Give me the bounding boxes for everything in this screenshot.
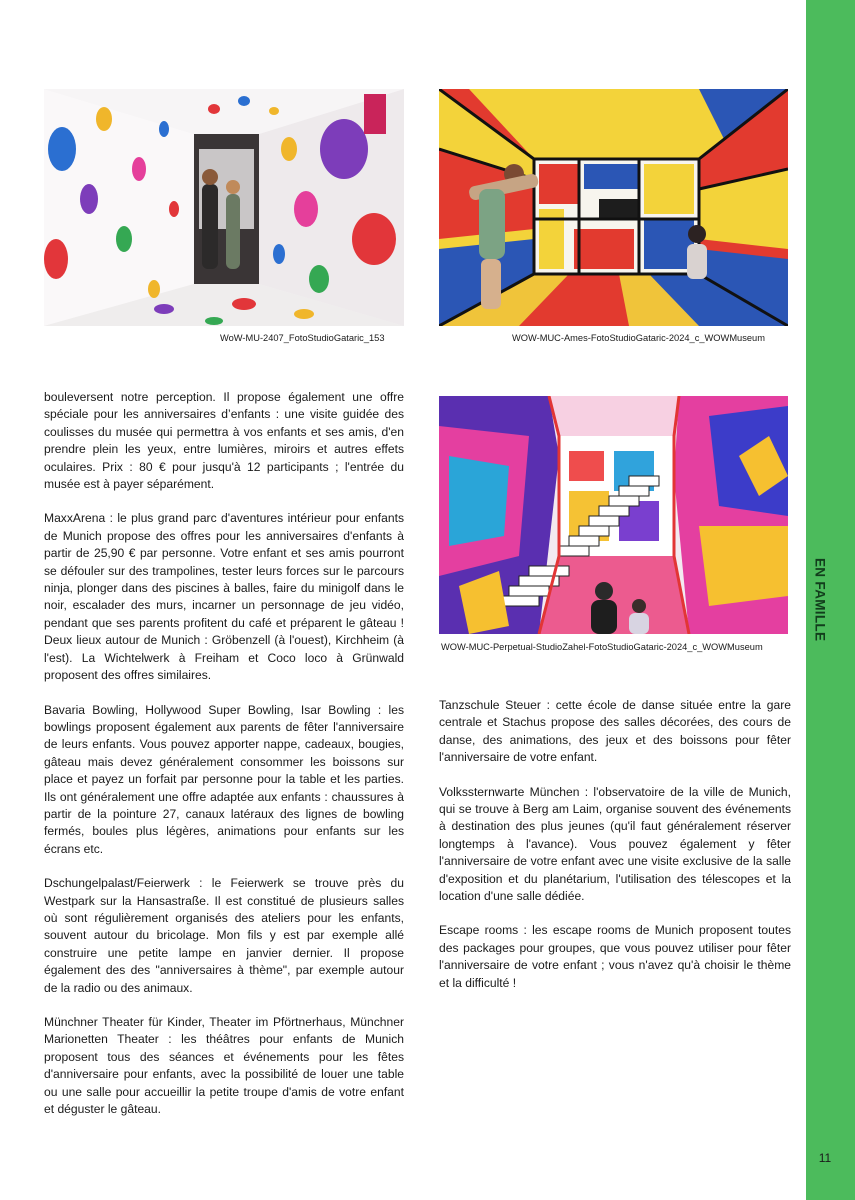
article-paragraph: Bavaria Bowling, Hollywood Super Bowling, Isar Bowling : les bowlings proposent également aux parents de fêter l'anniversaire de leurs enfants. Vous pouvez apporter nappe, cadeaux, bougies, gâteau mais devez généralement consommer les boissons sur place et payez un forfait par personne pour la table et les parties. Ils ont généralement une offre adaptée aux enfants : chaussures à partir de la pointure 27, canaux latéraux des lignes de bowling fermés, boules plus légères, animations pour enfants sur les écrans etc. [44, 702, 404, 856]
photo-caption: WOW-MUC-Perpetual-StudioZahel-FotoStudioGataric-2024_c_WOWMuseum [441, 642, 763, 652]
polka-dot-room-photo [44, 89, 404, 326]
article-paragraph: Escape rooms : les escape rooms de Munich proposent toutes des packages pour groupes, que vous pouvez utiliser pour fêter l'anniversaire de votre enfant ; vous n'avez qu'à choisir le thème et la difficulté ! [439, 923, 791, 990]
right-article-column [439, 697, 791, 1009]
article-paragraph: Dschungelpalast/Feierwerk : le Feierwerk se trouve près du Westpark sur la Hansastraße. Il est constitué de plusieurs salles où sont régulièrement organisés des ateliers pour les enfants, souvent autour du bricolage. Mon fils y est par exemple allé construire une petite lampe en janvier dernier. Il propose également des des "anniversaires à thème", par exemple autour de la radio ou des animaux. [44, 876, 404, 995]
page-number: 11 [818, 1151, 832, 1165]
photo-caption: WOW-MUC-Ames-FotoStudioGataric-2024_c_WOWMuseum [512, 333, 765, 343]
article-paragraph: Tanzschule Steuer : cette école de danse située entre la gare centrale et Stachus propose des salles décorées, des cours de danse, des animations, des jeux et des boissons pour fêter l'anniversaire de votre enfant. [439, 698, 791, 765]
article-paragraph: bouleversent notre perception. Il propose également une offre spéciale pour les anniversaires d’enfants : une visite guidée des coulisses du musée qui permettra à vos enfants et ses amis, d'en prendre plein les yeux, entre lumières, miroirs et autres effets oculaires. Prix : 80 € pour jusqu'à 12 participants ; l'entrée du musée est à payer séparément. [44, 390, 404, 492]
section-label: EN FAMILLE [812, 558, 828, 642]
article-paragraph: Münchner Theater für Kinder, Theater im Pförtnerhaus, Münchner Marionetten Theater : les théâtres pour enfants de Munich proposent tous des séances et événements pour les fêtes d'anniversaire pour enfants, avec la possibilité de louer une table ou une salle pour accueillir la petite troupe d'amis de votre enfant et déguster le gâteau. [44, 1015, 404, 1117]
escher-stairs-room-photo [439, 396, 788, 634]
mondrian-room-photo [439, 89, 788, 326]
article-paragraph: MaxxArena : le plus grand parc d'aventures intérieur pour enfants de Munich propose des offres pour les anniversaires d'enfants à partir de 25,90 € par personne. Votre enfant et ses amis pourront se défouler sur des trampolines, tester leurs forces sur le parcours ninja, plonger dans des piscines à balles, faire du minigolf dans le noir, escalader des murs, incarner un personnage de jeu vidéo, pendant que ses parents profitent du café et préparent le gâteau ! Deux lieux autour de Munich : Gröbenzell (à l'ouest), Kirchheim (à l'est). La Wichtelwerk à Freiham et Coco loco à Grünwald proposent des offres similaires. [44, 511, 404, 683]
article-paragraph: Volkssternwarte München : l'observatoire de la ville de Munich, qui se trouve à Berg am Laim, organise souvent des événements à destination des plus jeunes (qu'il faut généralement réserver longtemps à l'avance). Vous pouvez également y fêter l'anniversaire de votre enfant avec une visite exclusive de la salle d'exposition et du planétarium, l'utilisation des télescopes et la location d'une salle dédiée. [439, 784, 791, 904]
left-article-column [44, 389, 404, 1135]
photo-caption: WoW-MU-2407_FotoStudioGataric_153 [220, 333, 385, 343]
